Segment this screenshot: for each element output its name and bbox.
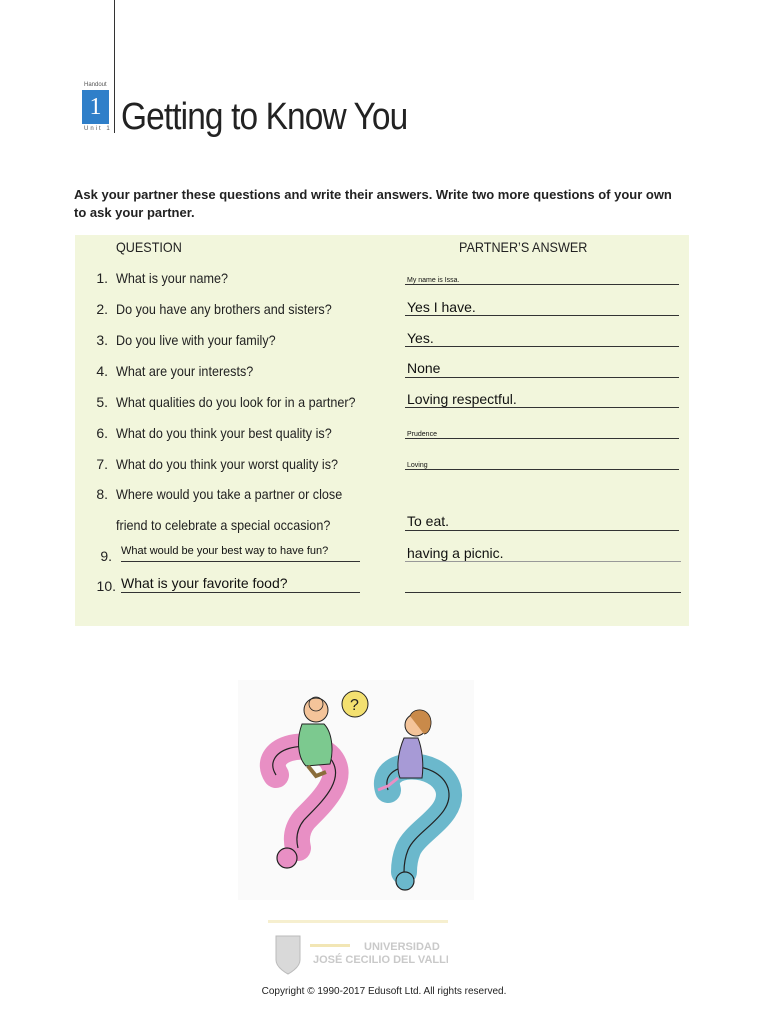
answer-line [405,284,679,285]
question-text: What are your interests? [116,363,254,379]
university-logo [268,920,448,980]
question-number: 7. [96,456,108,472]
answer-column-header: PARTNER’S ANSWER [459,239,588,255]
answer-line [405,469,679,470]
answer-text[interactable]: None [407,360,441,376]
unit-label: Unit 1 [84,126,112,132]
answer-text[interactable]: Yes. [407,330,434,346]
question-text: Do you have any brothers and sisters? [116,301,332,317]
answer-text[interactable]: My name is Issa. [407,277,460,284]
logo-line-2: JOSÉ CECILIO DEL VALLE [313,954,448,966]
question-text-continued: friend to celebrate a special occasion? [116,517,331,533]
question-line [121,561,360,562]
handout-label: Handout [84,82,107,88]
instructions: Ask your partner these questions and write their answers. Write two more questions of your own to ask your partner. [74,187,672,220]
answer-line [405,530,679,531]
two-people-on-question-marks-illustration [238,680,474,900]
question-number: 3. [96,332,108,348]
question-text: What qualities do you look for in a partner? [116,394,356,410]
answer-text[interactable]: To eat. [407,513,450,529]
answer-line [405,346,679,347]
question-number: 1. [96,270,108,286]
question-number: 10. [96,578,116,594]
answer-line [405,438,679,439]
page-title: Getting to Know You [121,96,408,138]
answer-line [405,315,679,316]
title-divider [114,0,115,133]
answer-line [405,561,681,562]
question-line [121,592,360,593]
blue-question-mark [387,766,449,872]
question-number: 8. [96,486,108,502]
answer-line [405,592,681,593]
own-question-text[interactable]: What is your favorite food? [121,575,288,591]
question-number: 5. [96,394,108,410]
question-text: What do you think your worst quality is? [116,456,339,472]
answer-text[interactable]: Loving respectful. [407,391,517,407]
unit-number-badge: 1 [82,90,109,124]
question-text: What do you think your best quality is? [116,425,332,441]
answer-line [405,407,679,408]
question-number: 2. [96,301,108,317]
svg-text:?: ? [350,697,359,714]
own-question-text[interactable]: What would be your best way to have fun? [121,545,329,557]
question-text: Do you live with your family? [116,332,276,348]
question-number: 9. [100,548,112,564]
question-text: Where would you take a partner or close [116,486,343,502]
answer-text[interactable]: Loving [407,462,428,469]
answer-text[interactable]: Yes I have. [407,299,476,315]
question-text: What is your name? [116,270,229,286]
question-number: 4. [96,363,108,379]
copyright-notice: Copyright © 1990-2017 Edusoft Ltd. All rights reserved. [261,986,507,997]
question-number: 6. [96,425,108,441]
answer-text[interactable]: having a picnic. [407,545,504,561]
answer-line [405,377,679,378]
logo-line-1: UNIVERSIDAD [364,941,440,953]
answer-text[interactable]: Prudence [407,431,437,438]
question-column-header: QUESTION [116,239,182,255]
